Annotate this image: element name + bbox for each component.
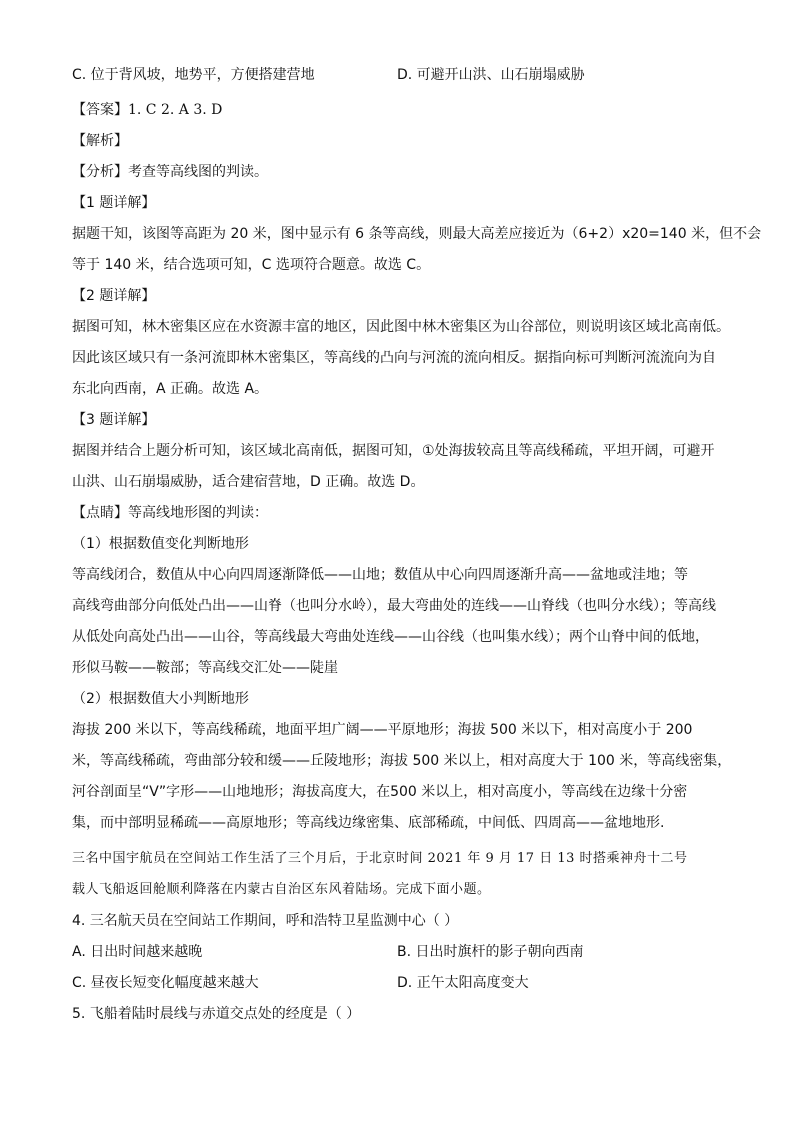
- q3-detail-line-1: 据图并结合上题分析可知，该区域北高南低，据图可知，①处海拔较高且等高线稀疏，平坦开阔，可避开: [72, 443, 715, 459]
- section-2-line-3: 河谷剖面呈“V”字形——山地地形；海拔高度大，在500 米以上，相对高度小，等高线在边缘十分密: [72, 784, 688, 800]
- answer-values: 1. C 2. A 3. D: [128, 102, 223, 118]
- section-2-line-2: 米，等高线稀疏，弯曲部分较和缓——丘陵地形；海拔 500 米以上，相对高度大于 100 米，等高线密集，: [72, 753, 732, 769]
- section-1-line-2: 高线弯曲部分向低处凸出——山脊（也叫分水岭），最大弯曲处的连线——山脊线（也叫分水线）；等高线: [72, 598, 716, 614]
- q2-detail-line-3: 东北向西南，A 正确。故选 A。: [72, 381, 269, 397]
- passage-line-2: 载人飞船返回舱顺利降落在内蒙古自治区东风着陆场。完成下面小题。: [72, 882, 491, 897]
- question-5: 5. 飞船着陆时晨线与赤道交点处的经度是（ ）: [72, 1006, 361, 1022]
- explanation-heading: 【解析】: [72, 133, 128, 149]
- question-4-option-c: C. 昼夜长短变化幅度越来越大: [72, 975, 259, 991]
- q3-detail-heading: 【3 题详解】: [72, 412, 156, 428]
- q2-detail-heading: 【2 题详解】: [72, 288, 156, 304]
- key-point-heading: 【点睛】等高线地形图的判读：: [72, 505, 268, 521]
- section-1-line-1: 等高线闭合，数值从中心向四周逐渐降低——山地；数值从中心向四周逐渐升高——盆地或洼地；等: [72, 567, 688, 583]
- section-1-line-3: 从低处向高处凸出——山谷，等高线最大弯曲处连线——山谷线（也叫集水线）；两个山脊中间的低地，: [72, 629, 709, 645]
- q2-detail-line-1: 据图可知，林木密集区应在水资源丰富的地区，因此图中林木密集区为山谷部位，则说明该区域北高南低。: [72, 319, 730, 335]
- question-4-option-a: A. 日出时间越来越晚: [72, 944, 203, 960]
- question-4-option-d: D. 正午太阳高度变大: [397, 975, 529, 991]
- answer-line: [72, 100, 222, 120]
- answer-label: 【答案】: [72, 102, 128, 118]
- question-4: 4. 三名航天员在空间站工作期间，呼和浩特卫星监测中心（ ）: [72, 913, 459, 929]
- section-1-line-4: 形似马鞍——鞍部；等高线交汇处——陡崖: [72, 660, 338, 676]
- section-1-heading: （1）根据数值变化判断地形: [72, 536, 249, 552]
- section-2-heading: （2）根据数值大小判断地形: [72, 691, 249, 707]
- option-c-previous: C. 位于背风坡，地势平，方便搭建营地: [72, 67, 315, 83]
- analysis-line: 【分析】考查等高线图的判读。: [72, 164, 268, 180]
- section-2-line-1: 海拔 200 米以下，等高线稀疏，地面平坦广阔——平原地形；海拔 500 米以下，相对高度小于 200: [72, 722, 693, 738]
- q1-detail-line-1: 据题干知，该图等高距为 20 米，图中显示有 6 条等高线，则最大高差应接近为（6+2）x20=140 米，但不会: [72, 226, 762, 242]
- passage-line-1: 三名中国宇航员在空间站工作生活了三个月后，于北京时间 2021 年 9 月 17 日 13 时搭乘神舟十二号: [72, 851, 688, 866]
- question-4-option-b: B. 日出时旗杆的影子朝向西南: [397, 944, 584, 960]
- q1-detail-line-2: 等于 140 米，结合选项可知，C 选项符合题意。故选 C。: [72, 257, 431, 273]
- option-d-previous: D. 可避开山洪、山石崩塌威胁: [397, 67, 585, 83]
- section-2-line-4: 集，而中部明显稀疏——高原地形；等高线边缘密集、底部稀疏，中间低、四周高——盆地地形.: [72, 815, 665, 831]
- q2-detail-line-2: 因此该区域只有一条河流即林木密集区，等高线的凸向与河流的流向相反。据指向标可判断河流流向为自: [72, 350, 716, 366]
- q1-detail-heading: 【1 题详解】: [72, 195, 156, 211]
- q3-detail-line-2: 山洪、山石崩塌威胁，适合建宿营地，D 正确。故选 D。: [72, 474, 425, 490]
